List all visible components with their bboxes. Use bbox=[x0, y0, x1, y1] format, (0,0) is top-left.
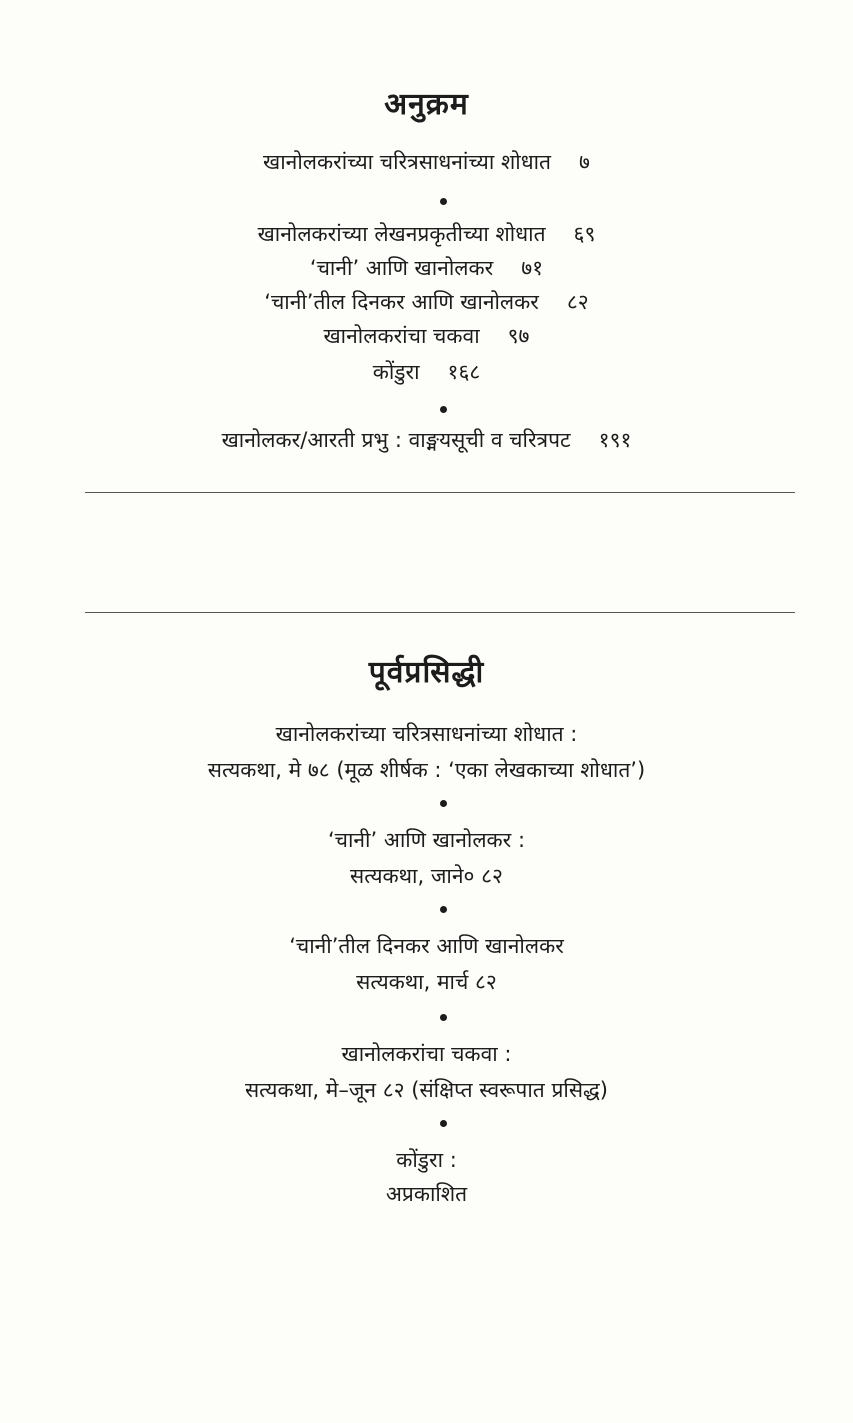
publication-entry-title: खानोलकरांच्या चरित्रसाधनांच्या शोधात : bbox=[275, 722, 578, 746]
contents-entry bbox=[0, 326, 853, 347]
bullet-separator bbox=[440, 198, 447, 205]
contents-entry-title: कोंडुरा bbox=[372, 360, 420, 384]
publication-entry-source: सत्यकथा, मे ७८ (मूळ शीर्षक : ‘एका लेखकाच्या शोधात’) bbox=[207, 758, 646, 782]
contents-heading: अनुक्रम bbox=[384, 87, 469, 122]
contents-entry bbox=[0, 362, 853, 383]
bullet-separator bbox=[440, 1014, 447, 1021]
contents-entry bbox=[0, 258, 853, 279]
contents-entry-page: ९७ bbox=[507, 324, 530, 348]
divider-rule bbox=[85, 612, 795, 613]
publication-entry-source: सत्यकथा, जाने० ८२ bbox=[350, 864, 503, 888]
contents-entry bbox=[0, 224, 853, 245]
bullet-separator bbox=[440, 406, 447, 413]
contents-entry-page: ६९ bbox=[573, 222, 596, 246]
bullet-separator bbox=[440, 906, 447, 913]
bullet-separator bbox=[440, 1120, 447, 1127]
publication-entry-title: खानोलकरांचा चकवा : bbox=[341, 1042, 512, 1066]
publication-entry-source: सत्यकथा, मे–जून ८२ (संक्षिप्त स्वरूपात प्रसिद्ध) bbox=[244, 1078, 608, 1102]
contents-entry-page: ८२ bbox=[566, 290, 589, 314]
contents-entry-title: खानोलकरांचा चकवा bbox=[323, 324, 480, 348]
contents-entry-page: ७ bbox=[579, 150, 590, 174]
contents-entry-page: ७१ bbox=[521, 256, 544, 280]
contents-entry bbox=[0, 292, 853, 313]
contents-entry-title: खानोलकरांच्या लेखनप्रकृतीच्या शोधात bbox=[257, 222, 546, 246]
publication-entry-source: अप्रकाशित bbox=[385, 1182, 468, 1206]
contents-entry-title: खानोलकरांच्या चरित्रसाधनांच्या शोधात bbox=[263, 150, 552, 174]
contents-entry-page: १९१ bbox=[598, 428, 632, 452]
bullet-separator bbox=[440, 800, 447, 807]
publication-entry-title: कोंडुरा : bbox=[396, 1148, 457, 1172]
contents-entry-title: ‘चानी’ आणि खानोलकर bbox=[309, 256, 494, 280]
publication-entry-source: सत्यकथा, मार्च ८२ bbox=[356, 970, 497, 994]
contents-entry bbox=[0, 430, 853, 451]
contents-entry-page: १६८ bbox=[447, 360, 481, 384]
publication-entry-title: ‘चानी’ आणि खानोलकर : bbox=[327, 828, 526, 852]
divider-rule bbox=[85, 492, 795, 493]
publication-entry-title: ‘चानी’तील दिनकर आणि खानोलकर bbox=[289, 934, 564, 958]
contents-entry-title: ‘चानी’तील दिनकर आणि खानोलकर bbox=[264, 290, 539, 314]
prior-publication-heading: पूर्वप्रसिद्धी bbox=[368, 655, 485, 690]
contents-entry-title: खानोलकर/आरती प्रभु : वाङ्मयसूची व चरित्रपट bbox=[221, 428, 571, 452]
contents-entry bbox=[0, 152, 853, 173]
